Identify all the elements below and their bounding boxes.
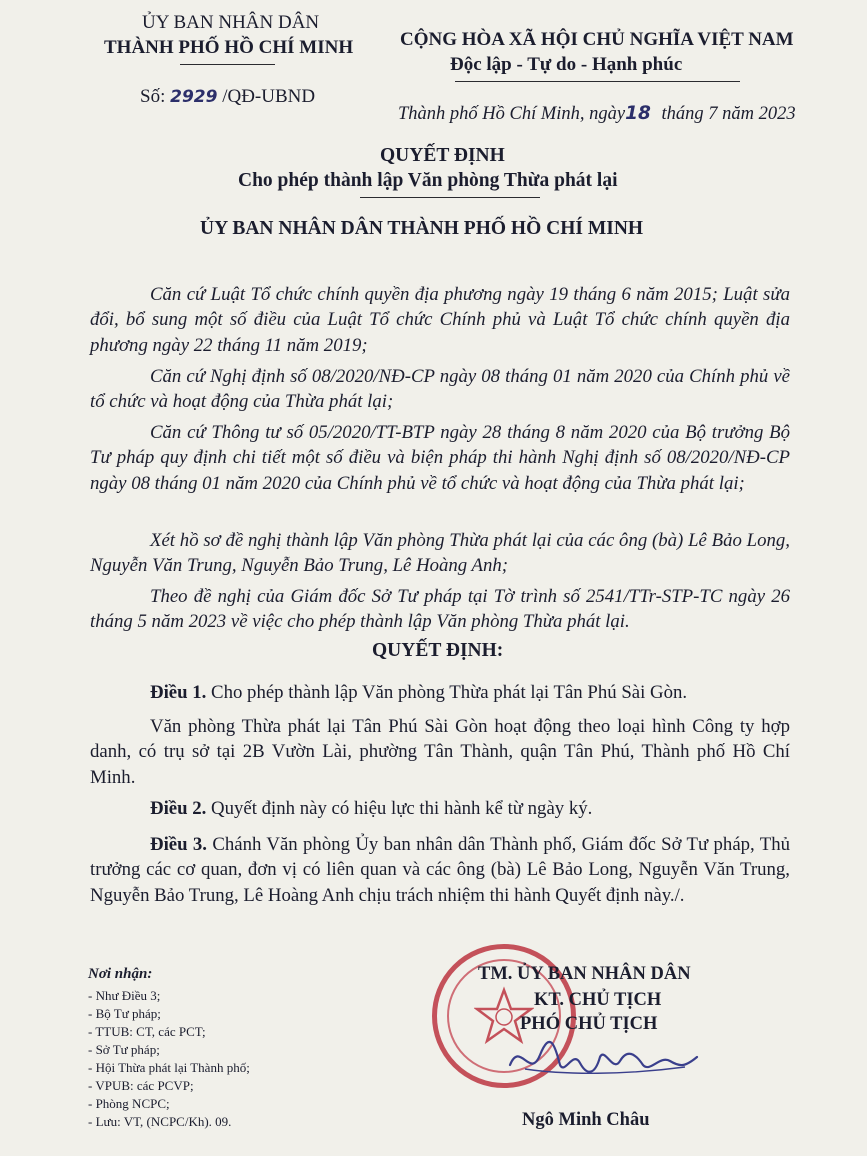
recipient-item: - VPUB: các PCVP; <box>88 1078 194 1093</box>
article-3-label: Điều 3. <box>150 834 207 855</box>
number-handwritten: 2929 <box>170 87 218 107</box>
national-motto: Độc lập - Tự do - Hạnh phúc <box>450 54 683 75</box>
signature-on-behalf: KT. CHỦ TỊCH <box>534 990 662 1010</box>
article-1-label: Điều 1. <box>150 682 207 703</box>
recipients-heading: Nơi nhận: <box>88 966 153 982</box>
date-suffix: tháng 7 năm 2023 <box>661 104 796 124</box>
preamble-basis-2: Căn cứ Nghị định số 08/2020/NĐ-CP ngày 08 tháng 01 năm 2020 của Chính phủ về tổ chức và hoạt động của Thừa phát lại; <box>90 366 790 413</box>
signature-position: PHÓ CHỦ TỊCH <box>520 1014 658 1034</box>
issue-date <box>398 103 796 125</box>
document-subject: Cho phép thành lập Văn phòng Thừa phát lại <box>238 170 618 191</box>
article-1-text: Cho phép thành lập Văn phòng Thừa phát lại Tân Phú Sài Gòn. <box>211 682 688 703</box>
recipient-item: - Phòng NCPC; <box>88 1096 170 1111</box>
preamble-basis-3: Căn cứ Thông tư số 05/2020/TT-BTP ngày 28 tháng 8 năm 2020 của Bộ trưởng Bộ Tư pháp quy định chi tiết một số điều và biện pháp thi hành Nghị định số 08/2020/NĐ-CP ngày 08 tháng 01 năm 2020 của Chính phủ về tổ chức và hoạt động của Thừa phát lại; <box>90 422 790 494</box>
preamble-basis-1: Căn cứ Luật Tổ chức chính quyền địa phương ngày 19 tháng 6 năm 2015; Luật sửa đổi, bổ sung một số điều của Luật Tổ chức Chính phủ và Luật Tổ chức chính quyền địa phương ngày 22 tháng 11 năm 2019; <box>90 284 790 356</box>
issuing-authority: ỦY BAN NHÂN DÂN THÀNH PHỐ HỒ CHÍ MINH <box>200 218 644 239</box>
subject-underline <box>360 197 540 198</box>
document-number <box>140 86 315 108</box>
recipient-item: - Bộ Tư pháp; <box>88 1006 161 1021</box>
recipient-item: - Sở Tư pháp; <box>88 1042 160 1057</box>
date-day-handwritten: 18 <box>625 103 651 124</box>
issuer-underline <box>180 64 275 65</box>
recipient-item: - TTUB: CT, các PCT; <box>88 1024 206 1039</box>
recipient-item: - Hội Thừa phát lại Thành phố; <box>88 1060 250 1075</box>
date-prefix: Thành phố Hồ Chí Minh, ngày <box>398 104 626 124</box>
recipient-item: - Lưu: VT, (NCPC/Kh). 09. <box>88 1114 232 1129</box>
article-3 <box>90 832 790 908</box>
issuer-name-line1: ỦY BAN NHÂN DÂN <box>142 12 320 33</box>
issuer-name-line2: THÀNH PHỐ HỒ CHÍ MINH <box>104 37 354 58</box>
number-label: Số: <box>140 86 166 107</box>
article-2 <box>90 796 790 821</box>
preamble-proposal: Theo đề nghị của Giám đốc Sở Tư pháp tại Tờ trình số 2541/TTr-STP-TC ngày 26 tháng 5 năm 2023 về việc cho phép thành lập Văn phòng Thừa phát lại. <box>90 586 790 633</box>
article-1 <box>90 680 790 705</box>
national-title: CỘNG HÒA XÃ HỘI CHỦ NGHĨA VIỆT NAM <box>400 29 794 50</box>
handwritten-signature <box>505 1035 705 1085</box>
article-3-text: Chánh Văn phòng Ủy ban nhân dân Thành phố, Giám đốc Sở Tư pháp, Thủ trưởng các cơ quan, đơn vị có liên quan và các ông (bà) Lê Bảo Long, Nguyễn Văn Trung, Nguyễn Bảo Trung, Lê Hoàng Anh chịu trách nhiệm thi hành Quyết định này./. <box>90 834 791 906</box>
motto-underline <box>455 81 740 82</box>
preamble-consideration: Xét hồ sơ đề nghị thành lập Văn phòng Thừa phát lại của các ông (bà) Lê Bảo Long, Nguyễn Văn Trung, Nguyễn Bảo Trung, Lê Hoàng Anh; <box>90 530 790 577</box>
number-suffix: /QĐ-UBND <box>222 86 316 107</box>
document-type-title: QUYẾT ĐỊNH <box>380 145 505 166</box>
signer-name: Ngô Minh Châu <box>522 1110 650 1130</box>
article-2-label: Điều 2. <box>150 798 207 819</box>
recipient-item: - Như Điều 3; <box>88 988 161 1003</box>
decision-heading: QUYẾT ĐỊNH: <box>372 640 504 661</box>
signature-capacity: TM. ỦY BAN NHÂN DÂN <box>478 964 691 984</box>
article-1-detail: Văn phòng Thừa phát lại Tân Phú Sài Gòn hoạt động theo loại hình Công ty hợp danh, có trụ sở tại 2B Vườn Lài, phường Tân Thành, quận Tân Phú, Thành phố Hồ Chí Minh. <box>90 716 790 788</box>
article-2-text: Quyết định này có hiệu lực thi hành kể từ ngày ký. <box>211 798 593 819</box>
